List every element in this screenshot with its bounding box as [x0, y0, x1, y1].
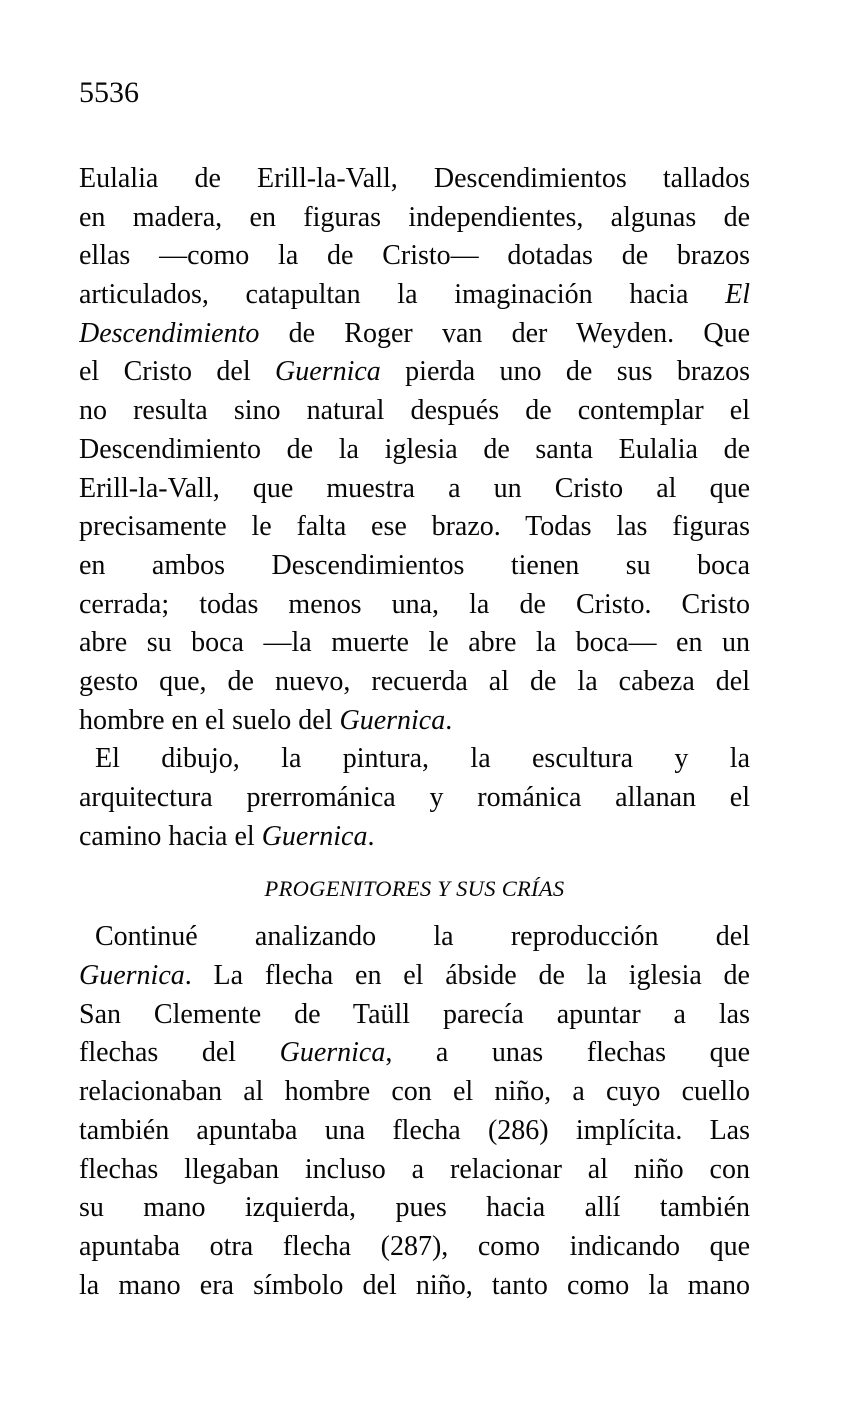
text-line — [79, 818, 750, 857]
italic-text-segment: Guernica — [275, 356, 381, 388]
italic-text-segment: Guernica — [261, 820, 368, 852]
text-segment: de Roger van der Weyden. Que — [259, 317, 750, 349]
text-line — [79, 547, 750, 586]
italic-text-segment: El — [725, 279, 750, 311]
text-segment: San Clemente de Taüll parecía apuntar a las — [79, 998, 750, 1030]
text-line — [79, 508, 750, 547]
section-heading: PROGENITORES Y SUS CRÍAS — [264, 876, 565, 902]
text-segment: . — [445, 704, 453, 736]
text-segment: Continué analizando la reproducción del — [95, 921, 750, 953]
text-segment: flechas llegaban incluso a relacionar al niño con — [79, 1153, 750, 1185]
text-segment: precisamente le falta ese brazo. Todas las figuras — [79, 511, 750, 543]
text-line — [79, 1034, 750, 1073]
text-segment: en madera, en figuras independientes, algunas de — [79, 201, 750, 233]
text-segment: , a unas flechas que — [385, 1037, 750, 1069]
paragraph-2 — [79, 740, 750, 856]
text-line — [79, 1228, 750, 1267]
text-line — [79, 199, 750, 238]
text-line — [79, 431, 750, 470]
text-line — [79, 1151, 750, 1190]
text-segment: hombre en el suelo del — [79, 704, 340, 736]
paragraph-3 — [79, 918, 750, 1305]
text-segment: El dibujo, la pintura, la escultura y la — [95, 743, 750, 775]
text-line — [79, 1073, 750, 1112]
text-segment: Erill-la-Vall, que muestra a un Cristo al que — [79, 472, 750, 504]
text-line — [79, 740, 750, 779]
text-line — [79, 470, 750, 509]
text-line — [79, 1189, 750, 1228]
text-line — [79, 392, 750, 431]
text-segment: en ambos Descendimientos tienen su boca — [79, 549, 750, 581]
text-segment: . — [367, 820, 375, 852]
text-line — [79, 315, 750, 354]
text-segment: cerrada; todas menos una, la de Cristo. Cristo — [79, 588, 750, 620]
text-body — [79, 160, 750, 1305]
text-segment: la mano era símbolo del niño, tanto como la mano — [79, 1269, 750, 1301]
text-segment: Descendimiento de la iglesia de santa Eulalia de — [79, 433, 750, 465]
italic-text-segment: Guernica — [339, 704, 446, 736]
text-segment: relacionaban al hombre con el niño, a cuyo cuello — [79, 1076, 750, 1108]
italic-text-segment: Guernica — [279, 1037, 386, 1069]
italic-text-segment: Descendimiento — [79, 317, 260, 349]
text-segment: articulados, catapultan la imaginación hacia — [79, 279, 726, 311]
text-segment: gesto que, de nuevo, recuerda al de la cabeza del — [79, 665, 750, 697]
text-segment: su mano izquierda, pues hacia allí también — [79, 1192, 750, 1224]
text-segment: apuntaba otra flecha (287), como indicando que — [79, 1230, 750, 1262]
text-segment: abre su boca —la muerte le abre la boca— en un — [79, 627, 750, 659]
text-segment: ellas —como la de Cristo— dotadas de brazos — [79, 240, 750, 272]
text-segment: Eulalia de Erill-la-Vall, Descendimientos tallados — [79, 163, 750, 194]
text-segment: . La flecha en el ábside de la iglesia de — [184, 960, 750, 992]
text-line — [79, 1267, 750, 1306]
text-line — [79, 160, 750, 199]
text-segment: arquitectura prerrománica y románica allanan el — [79, 782, 750, 813]
text-line — [79, 586, 750, 625]
text-line — [79, 353, 750, 392]
text-segment: no resulta sino natural después de contemplar el — [79, 395, 750, 427]
text-segment: flechas del — [79, 1037, 280, 1069]
text-line — [79, 779, 750, 818]
italic-text-segment: Guernica — [79, 960, 185, 992]
text-line — [79, 276, 750, 315]
page-number: 5536 — [79, 76, 139, 109]
text-line — [79, 663, 750, 702]
text-line — [79, 624, 750, 663]
text-line — [79, 957, 750, 996]
text-segment: también apuntaba una flecha (286) implícita. Las — [79, 1114, 750, 1146]
text-segment: pierda uno de sus brazos — [380, 356, 750, 388]
text-line — [79, 918, 750, 957]
text-line — [79, 1112, 750, 1151]
text-line — [79, 237, 750, 276]
text-line — [79, 996, 750, 1035]
text-segment: camino hacia el — [79, 820, 262, 852]
text-line — [79, 702, 750, 741]
text-segment: el Cristo del — [79, 356, 276, 388]
paragraph-1 — [79, 160, 750, 740]
